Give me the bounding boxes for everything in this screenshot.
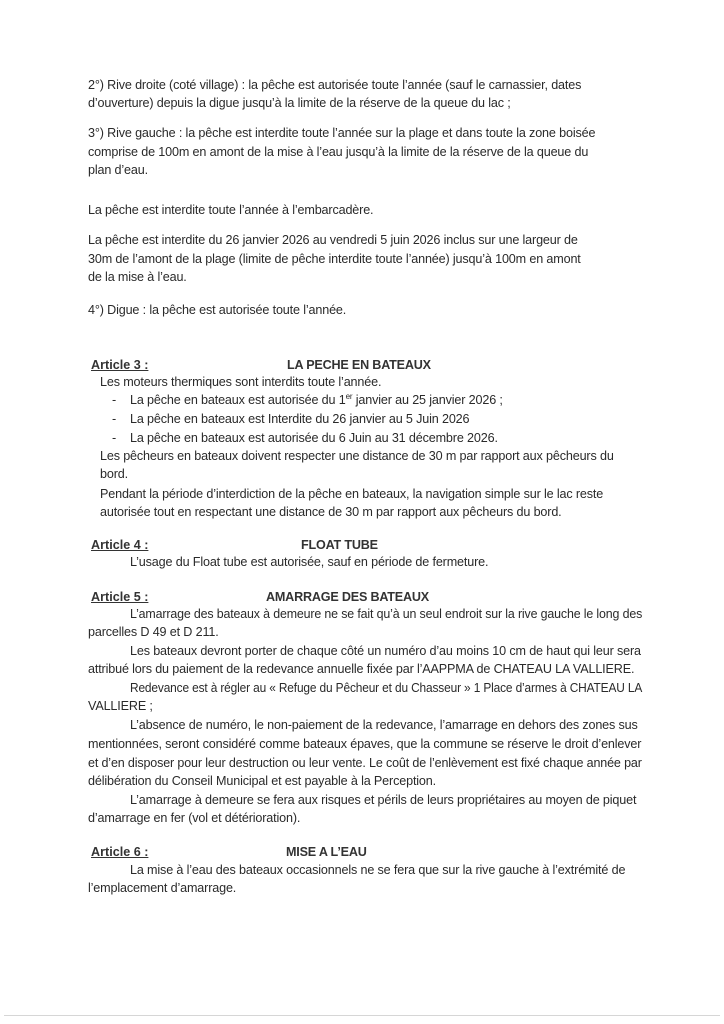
text-line: 2°) Rive droite (coté village) : la pêche est autorisée toute l’année (sauf le carnassier, dates (88, 78, 582, 92)
paragraph-embarcadere: La pêche est interdite toute l’année à l’embarcadère. (88, 203, 374, 217)
text-line: d’ouverture) depuis la digue jusqu’à la limite de la réserve de la queue du lac ; (88, 96, 511, 110)
text-line: L’usage du Float tube est autorisée, sauf en période de fermeture. (130, 555, 489, 569)
text-line: 30m de l’amont de la plage (limite de pêche interdite toute l’année) jusqu’à 100m en amont (88, 252, 581, 266)
bullet-text: La pêche en bateaux est autorisée du 1 (130, 393, 346, 407)
text-line: d’amarrage en fer (vol et détérioration). (88, 811, 301, 825)
text-line: Les moteurs thermiques sont interdits toute l’année. (100, 375, 382, 389)
text-line: bord. (100, 467, 128, 481)
text-line: Les bateaux devront porter de chaque côté un numéro d’au moins 10 cm de haut qui leur sera (130, 644, 641, 658)
bullet-item: La pêche en bateaux est Interdite du 26 janvier au 5 Juin 2026 (130, 412, 470, 426)
article-label: Article 5 : (91, 590, 149, 604)
bullet-item: La pêche en bateaux est autorisée du 6 Juin au 31 décembre 2026. (130, 431, 498, 445)
page-edge-rule (4, 1015, 720, 1016)
text-line: l’emplacement d’amarrage. (88, 881, 237, 895)
article-label: Article 6 : (91, 845, 149, 859)
bullet-item (130, 392, 503, 408)
article-title: MISE A L’EAU (286, 845, 367, 859)
bullet-text: janvier au 25 janvier 2026 ; (352, 393, 503, 407)
text-line: mentionnées, seront considéré comme bateaux épaves, que la commune se réserve le droit d’enlever (88, 737, 642, 751)
text-line: de la mise à l’eau. (88, 270, 187, 284)
text-line: 3°) Rive gauche : la pêche est interdite toute l’année sur la plage et dans toute la zone boisée (88, 126, 596, 140)
text-line: VALLIERE ; (88, 699, 153, 713)
text-line: délibération du Conseil Municipal et est payable à la Perception. (88, 774, 436, 788)
text-line: La mise à l’eau des bateaux occasionnels ne se fera que sur la rive gauche à l’extrémité de (130, 863, 626, 877)
text-line: La pêche est interdite du 26 janvier 2026 au vendredi 5 juin 2026 inclus sur une largeur de (88, 233, 578, 247)
text-line: L’amarrage des bateaux à demeure ne se fait qu’à un seul endroit sur la rive gauche le long des (130, 607, 643, 621)
text-line: comprise de 100m en amont de la mise à l’eau jusqu’à la limite de la réserve de la queue du (88, 145, 589, 159)
text-line: plan d’eau. (88, 163, 148, 177)
bullet-dash: - (112, 393, 117, 407)
paragraph-digue: 4°) Digue : la pêche est autorisée toute l’année. (88, 303, 347, 317)
article-label: Article 3 : (91, 358, 149, 372)
text-line: Pendant la période d’interdiction de la pêche en bateaux, la navigation simple sur le lac reste (100, 487, 604, 501)
text-line: Redevance est à régler au « Refuge du Pêcheur et du Chasseur » 1 Place d’armes à CHATEAU LA (130, 681, 643, 695)
article-label: Article 4 : (91, 538, 149, 552)
superscript: er (345, 391, 353, 401)
bullet-dash: - (112, 431, 117, 445)
text-line: attribué lors du paiement de la redevance annuelle fixée par l’AAPPMA de CHATEAU LA VALLIERE. (88, 662, 635, 676)
text-line: Les pêcheurs en bateaux doivent respecter une distance de 30 m par rapport aux pêcheurs du (100, 449, 614, 463)
text-line: et d’en disposer pour leur destruction ou leur vente. Le coût de l’enlèvement est fixé chaque année par (88, 756, 642, 770)
text-line: autorisée tout en respectant une distance de 30 m par rapport aux pêcheurs du bord. (100, 505, 562, 519)
article-title: FLOAT TUBE (301, 538, 378, 552)
article-title: AMARRAGE DES BATEAUX (266, 590, 429, 604)
article-title: LA PECHE EN BATEAUX (287, 358, 431, 372)
text-line: L’amarrage à demeure se fera aux risques et périls de leurs propriétaires au moyen de piquet (130, 793, 637, 807)
text-line: L’absence de numéro, le non-paiement de la redevance, l’amarrage en dehors des zones sus (130, 718, 638, 732)
bullet-dash: - (112, 412, 117, 426)
text-line: parcelles D 49 et D 211. (88, 625, 219, 639)
